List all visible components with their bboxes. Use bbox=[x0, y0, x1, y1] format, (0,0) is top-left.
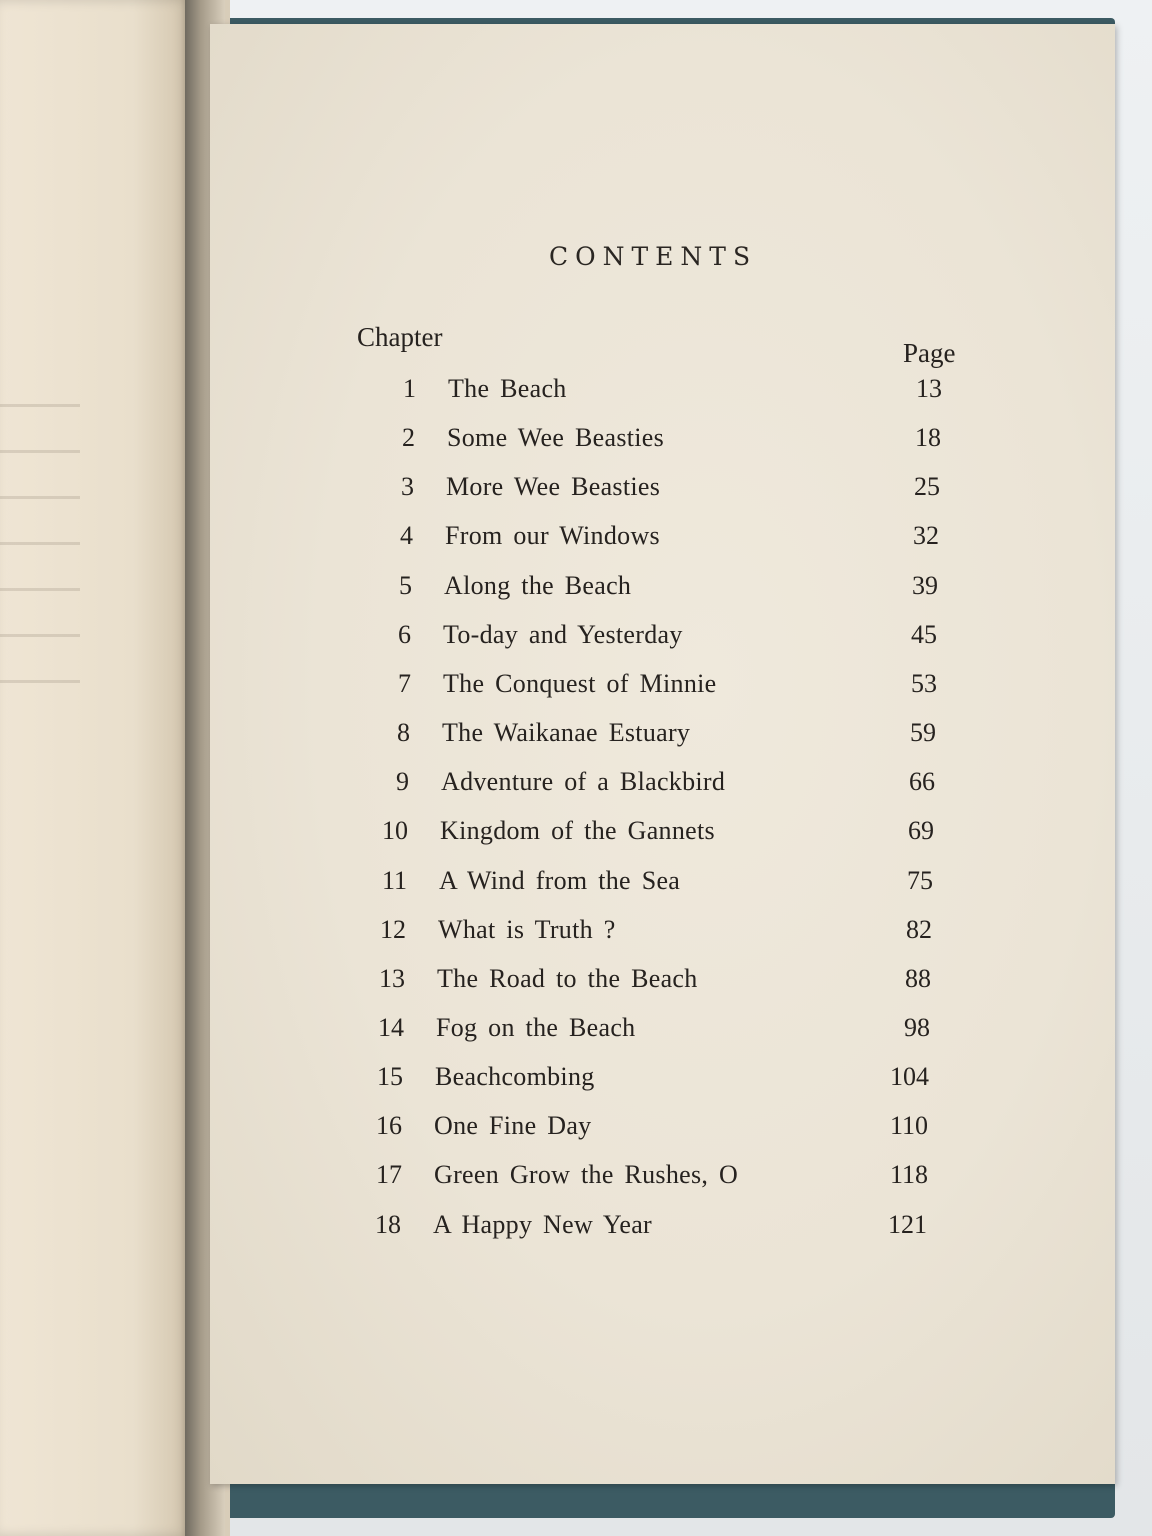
chapter-page-number: 69 bbox=[908, 816, 934, 845]
chapter-title: A Wind from the Sea bbox=[439, 866, 681, 895]
chapter-title: A Happy New Year bbox=[433, 1210, 652, 1239]
chapter-number: 7 bbox=[398, 669, 411, 698]
chapter-page-number: 39 bbox=[912, 571, 938, 600]
toc-row bbox=[353, 767, 953, 807]
chapter-number: 11 bbox=[381, 866, 407, 895]
toc-row bbox=[350, 915, 950, 955]
toc-row bbox=[352, 816, 952, 856]
chapter-page-number: 75 bbox=[907, 866, 933, 895]
chapter-title: Green Grow the Rushes, O bbox=[434, 1160, 739, 1189]
toc-row bbox=[347, 1062, 947, 1102]
chapter-number: 2 bbox=[402, 423, 415, 452]
chapter-title: The Road to the Beach bbox=[437, 964, 698, 993]
chapter-title: Along the Beach bbox=[444, 571, 632, 600]
chapter-title: Beachcombing bbox=[435, 1062, 595, 1091]
chapter-page-number: 25 bbox=[914, 472, 940, 501]
chapter-title: The Beach bbox=[448, 374, 567, 403]
chapter-number: 6 bbox=[398, 620, 411, 649]
chapter-title: To-day and Yesterday bbox=[443, 620, 683, 649]
chapter-title: Adventure of a Blackbird bbox=[441, 767, 726, 796]
chapter-page-number: 66 bbox=[909, 767, 935, 796]
toc-row bbox=[356, 571, 956, 611]
chapter-title: The Conquest of Minnie bbox=[443, 669, 717, 698]
toc-row bbox=[348, 1013, 948, 1053]
chapter-title: The Waikanae Estuary bbox=[442, 718, 691, 747]
chapter-number: 5 bbox=[399, 571, 412, 600]
chapter-number: 17 bbox=[376, 1160, 402, 1189]
chapter-page-number: 121 bbox=[888, 1210, 927, 1239]
chapter-title: From our Windows bbox=[445, 521, 660, 550]
chapter-page-number: 82 bbox=[906, 915, 932, 944]
chapter-title: Some Wee Beasties bbox=[447, 423, 665, 452]
chapter-number: 15 bbox=[377, 1062, 403, 1091]
chapter-number: 12 bbox=[380, 915, 406, 944]
chapter-title: Fog on the Beach bbox=[436, 1013, 636, 1042]
toc-row bbox=[345, 1210, 945, 1250]
left-page bbox=[0, 0, 190, 1536]
chapter-page-number: 110 bbox=[889, 1111, 928, 1140]
toc-row bbox=[357, 521, 957, 561]
toc-row bbox=[346, 1111, 946, 1151]
page-title: CONTENTS bbox=[549, 242, 758, 271]
page-column-header: Page bbox=[903, 338, 956, 368]
chapter-number: 10 bbox=[382, 816, 408, 845]
chapter-column-header: Chapter bbox=[357, 322, 443, 352]
toc-row bbox=[349, 964, 949, 1004]
chapter-page-number: 98 bbox=[904, 1013, 930, 1042]
chapter-title: Kingdom of the Gannets bbox=[440, 816, 715, 845]
chapter-number: 8 bbox=[397, 718, 410, 747]
toc-row bbox=[354, 718, 954, 758]
chapter-page-number: 104 bbox=[890, 1062, 929, 1091]
bleed-through-text bbox=[0, 390, 80, 720]
toc-row bbox=[346, 1160, 946, 1200]
chapter-number: 9 bbox=[396, 767, 409, 796]
chapter-number: 16 bbox=[376, 1111, 402, 1140]
chapter-number: 14 bbox=[378, 1013, 404, 1042]
chapter-page-number: 53 bbox=[911, 669, 937, 698]
chapter-page-number: 32 bbox=[913, 521, 939, 550]
chapter-page-number: 118 bbox=[889, 1160, 928, 1189]
chapter-page-number: 45 bbox=[911, 620, 937, 649]
toc-row bbox=[355, 620, 955, 660]
chapter-title: One Fine Day bbox=[434, 1111, 592, 1140]
toc-row bbox=[359, 423, 959, 463]
toc-row bbox=[358, 472, 958, 512]
chapter-number: 18 bbox=[375, 1210, 401, 1239]
toc-row bbox=[351, 866, 951, 906]
chapter-number: 13 bbox=[379, 964, 405, 993]
chapter-page-number: 59 bbox=[910, 718, 936, 747]
chapter-number: 1 bbox=[403, 374, 416, 403]
toc-row bbox=[355, 669, 955, 709]
chapter-number: 3 bbox=[401, 472, 414, 501]
toc-row bbox=[360, 374, 960, 414]
chapter-title: What is Truth ? bbox=[438, 915, 616, 944]
chapter-title: More Wee Beasties bbox=[446, 472, 661, 501]
chapter-page-number: 13 bbox=[916, 374, 942, 403]
chapter-page-number: 18 bbox=[915, 423, 941, 452]
chapter-number: 4 bbox=[400, 521, 413, 550]
chapter-page-number: 88 bbox=[905, 964, 931, 993]
